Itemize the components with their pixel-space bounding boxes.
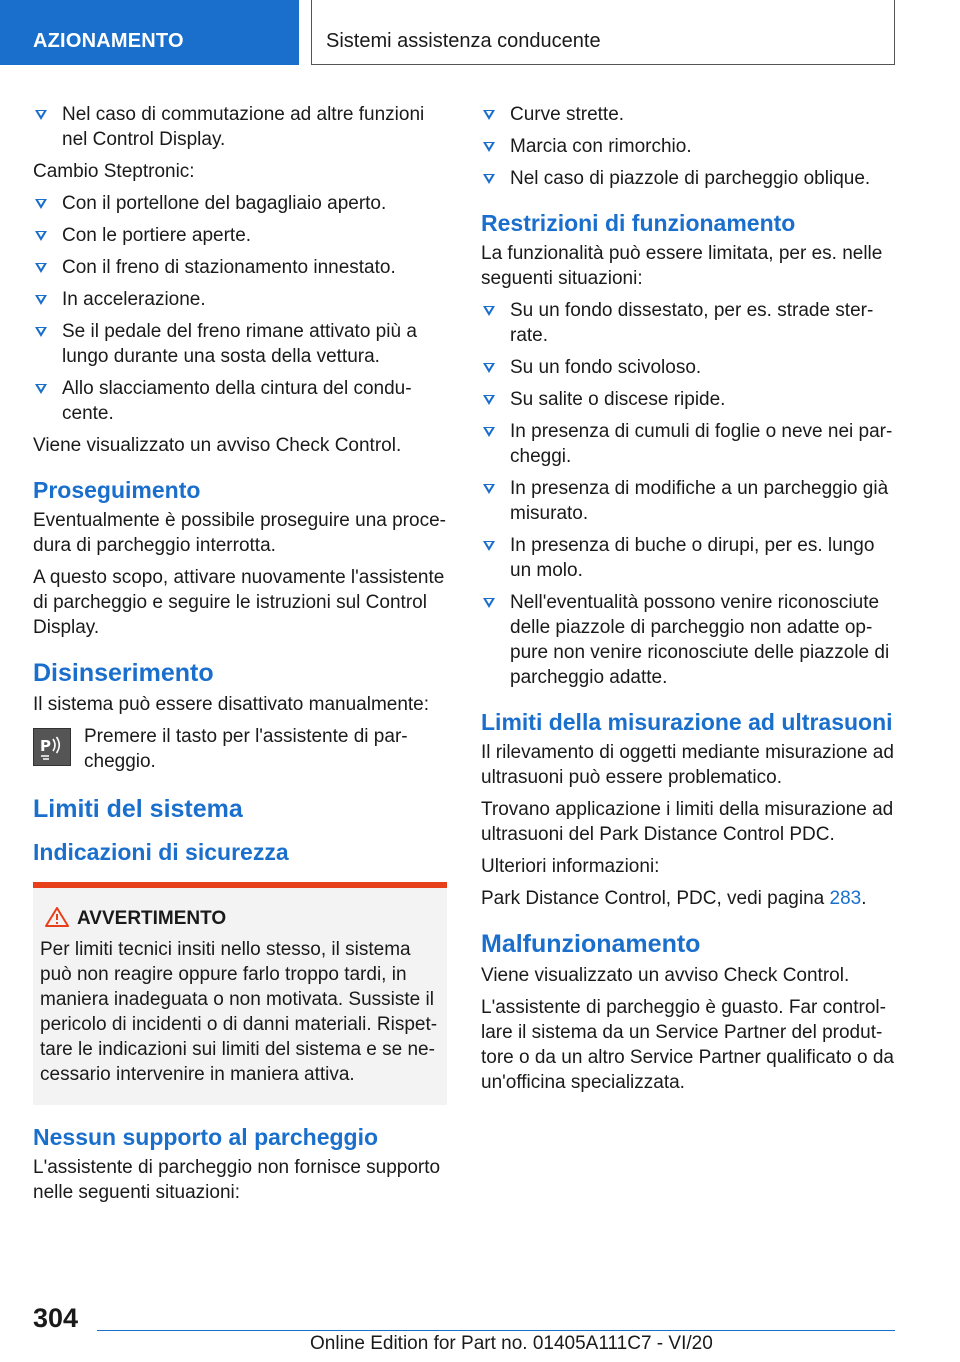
edition-text: Online Edition for Part no. 01405A111C7 - VI/20 [310, 1333, 713, 1354]
list-item: Marcia con rimorchio. [481, 134, 895, 159]
footer-divider [97, 1330, 895, 1331]
paragraph: Il rilevamento di oggetti mediante misurazione ad ultrasuoni può essere problematico. [481, 742, 894, 788]
steptronic-label: Cambio Steptronic: [33, 161, 195, 182]
heading-disinserimento: Disinserimento [33, 659, 214, 687]
heading-malfunzionamento: Malfunzionamento [481, 930, 701, 958]
triangle-bullet-icon [483, 363, 495, 373]
parking-assistant-button-icon [33, 728, 71, 766]
list-item: In presenza di buche o dirupi, per es. lungo un molo. [481, 533, 895, 583]
button-instruction: P Premere il tasto per l'assistente di parcheggio. [33, 724, 447, 776]
warning-title: AVVERTIMENTO [40, 906, 439, 931]
triangle-bullet-icon [35, 384, 47, 394]
triangle-bullet-icon [483, 427, 495, 437]
heading-nessun-supporto: Nessun supporto al parcheggio [33, 1124, 379, 1150]
triangle-bullet-icon [483, 541, 495, 551]
triangle-bullet-icon [35, 327, 47, 337]
right-column [481, 102, 895, 1102]
list-item: Su un fondo scivoloso. [481, 355, 895, 380]
list-item: Nel caso di piazzole di parcheggio oblique. [481, 166, 895, 191]
list-item: Nell'eventualità possono venire riconosciute delle piazzole di parcheggio non adatte oppure non venire riconosciute delle piazzole di parcheggio adatte. [481, 590, 895, 690]
heading-ultrasuoni: Limiti della misurazione ad ultrasuoni [481, 709, 893, 735]
list-item: Curve strette. [481, 102, 895, 127]
paragraph: Ulteriori informazioni: [481, 856, 660, 877]
heading-proseguimento: Proseguimento [33, 477, 201, 503]
triangle-bullet-icon [483, 598, 495, 608]
triangle-bullet-icon [483, 110, 495, 120]
warning-text: Per limiti tecnici insiti nello stesso, il sistema può non reagire oppure farlo troppo tardi, in maniera inadeguata o non motivata. Sussiste il pericolo di incidenti o di danni materiali. Rispettare le indicazioni sui limiti del sistema e se necessario intervenire in maniera attiva. [40, 939, 438, 1085]
bullet-list [33, 102, 447, 152]
list-item: Con il portellone del bagagliaio aperto. [33, 191, 447, 216]
heading-restrizioni: Restrizioni di funzionamento [481, 210, 796, 236]
page-link[interactable]: 283 [829, 888, 862, 909]
paragraph: L'assistente di parcheggio è guasto. Far controllare il sistema da un Service Partner del produttore o da un altro Service Partner qualificato o da un'officina specializzata. [481, 997, 894, 1093]
triangle-bullet-icon [483, 174, 495, 184]
bullet-list [481, 102, 895, 191]
bullet-list [33, 191, 447, 426]
paragraph: Trovano applicazione i limiti della misurazione ad ultrasuoni del Park Distance Control PDC. [481, 799, 894, 845]
heading-sicurezza: Indicazioni di sicurezza [33, 839, 289, 865]
check-control-text: Viene visualizzato un avviso Check Control. [33, 435, 402, 456]
triangle-bullet-icon [35, 295, 47, 305]
warning-triangle-icon [45, 907, 69, 927]
section-tab: AZIONAMENTO [0, 0, 299, 65]
paragraph: Il sistema può essere disattivato manualmente: [33, 694, 430, 715]
heading-limiti-sistema: Limiti del sistema [33, 795, 243, 823]
list-item: Su un fondo dissestato, per es. strade sterrate. [481, 298, 895, 348]
list-item: Nel caso di commutazione ad altre funzioni nel Control Display. [33, 102, 447, 152]
warning-box [33, 882, 447, 1105]
paragraph-page-ref: Park Distance Control, PDC, vedi pagina 283. [481, 888, 867, 909]
triangle-bullet-icon [35, 199, 47, 209]
list-item: Su salite o discese ripide. [481, 387, 895, 412]
triangle-bullet-icon [483, 306, 495, 316]
triangle-bullet-icon [483, 142, 495, 152]
paragraph: L'assistente di parcheggio non fornisce supporto nelle seguenti situazioni: [33, 1157, 441, 1203]
paragraph: Eventualmente è possibile proseguire una procedura di parcheggio interrotta. [33, 510, 446, 556]
list-item: In accelerazione. [33, 287, 447, 312]
triangle-bullet-icon [35, 263, 47, 273]
list-item: Se il pedale del freno rimane attivato più a lungo durante una sosta della vettura. [33, 319, 447, 369]
paragraph: Viene visualizzato un avviso Check Control. [481, 965, 850, 986]
list-item: Allo slacciamento della cintura del conducente. [33, 376, 447, 426]
svg-text:P: P [40, 737, 51, 755]
paragraph: La funzionalità può essere limitata, per es. nelle seguenti situazioni: [481, 243, 883, 289]
triangle-bullet-icon [35, 110, 47, 120]
chapter-title: Sistemi assistenza conducente [311, 0, 895, 65]
bullet-list [481, 298, 895, 690]
page-number: 304 [33, 1303, 79, 1333]
list-item: Con il freno di stazionamento innestato. [33, 255, 447, 280]
triangle-bullet-icon [483, 484, 495, 494]
list-item: In presenza di modifiche a un parcheggio già misurato. [481, 476, 895, 526]
triangle-bullet-icon [483, 395, 495, 405]
paragraph: A questo scopo, attivare nuovamente l'assistente di parcheggio e seguire le istruzioni sul Control Display. [33, 567, 445, 638]
triangle-bullet-icon [35, 231, 47, 241]
list-item: Con le portiere aperte. [33, 223, 447, 248]
left-column [33, 102, 447, 1212]
list-item: In presenza di cumuli di foglie o neve nei parcheggi. [481, 419, 895, 469]
